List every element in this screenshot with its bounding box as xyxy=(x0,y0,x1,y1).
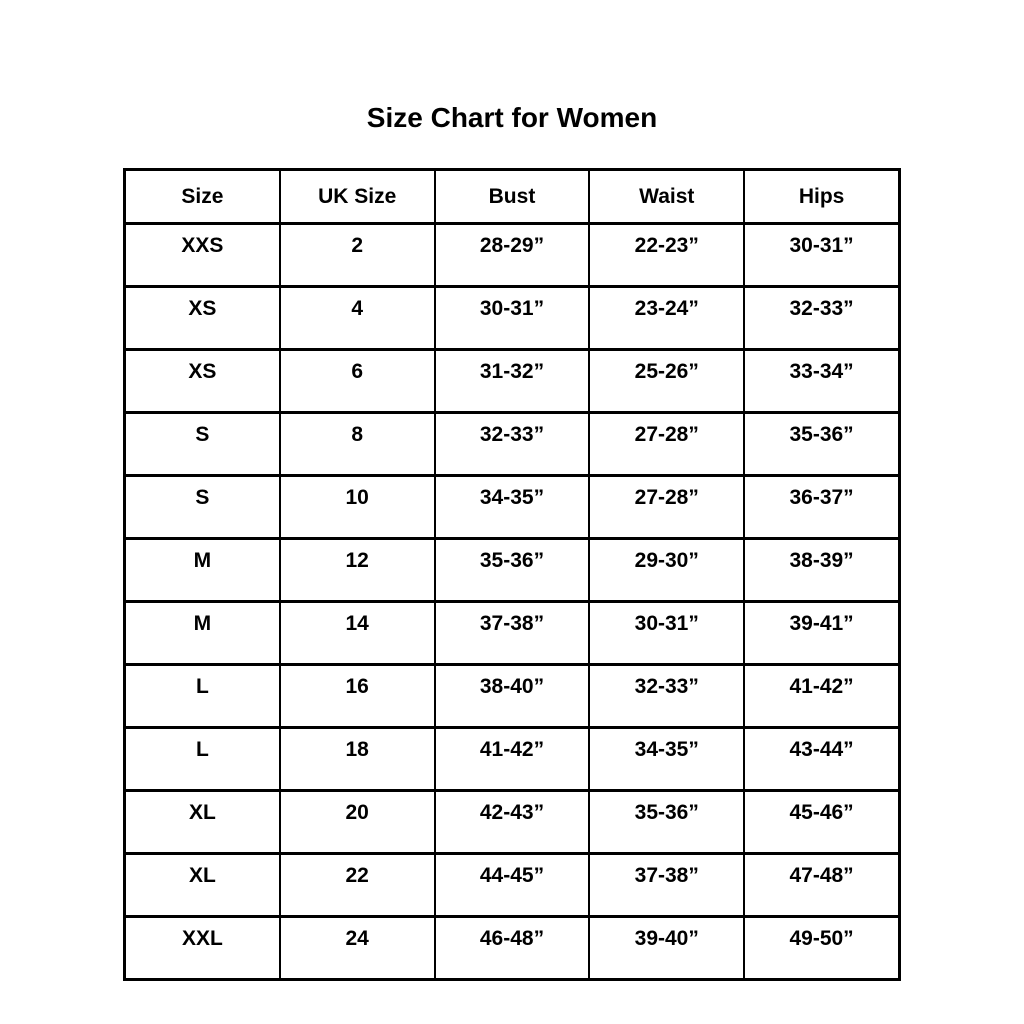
cell-bust: 42-43” xyxy=(435,791,590,854)
cell-size: XS xyxy=(125,350,280,413)
cell-waist: 23-24” xyxy=(589,287,744,350)
cell-hips: 43-44” xyxy=(744,728,899,791)
cell-uk-size: 18 xyxy=(280,728,435,791)
cell-size: L xyxy=(125,665,280,728)
cell-waist: 25-26” xyxy=(589,350,744,413)
cell-hips: 41-42” xyxy=(744,665,899,728)
cell-uk-size: 6 xyxy=(280,350,435,413)
table-header-row xyxy=(125,170,900,224)
cell-waist: 30-31” xyxy=(589,602,744,665)
table-row xyxy=(125,413,900,476)
cell-bust: 34-35” xyxy=(435,476,590,539)
cell-size: XL xyxy=(125,791,280,854)
header-bust: Bust xyxy=(435,170,590,224)
cell-hips: 49-50” xyxy=(744,917,899,980)
cell-size: L xyxy=(125,728,280,791)
header-size: Size xyxy=(125,170,280,224)
cell-bust: 46-48” xyxy=(435,917,590,980)
cell-waist: 32-33” xyxy=(589,665,744,728)
cell-uk-size: 12 xyxy=(280,539,435,602)
table-head xyxy=(125,170,900,224)
cell-size: M xyxy=(125,539,280,602)
cell-uk-size: 20 xyxy=(280,791,435,854)
table-row xyxy=(125,539,900,602)
header-uk-size: UK Size xyxy=(280,170,435,224)
cell-size: M xyxy=(125,602,280,665)
cell-waist: 34-35” xyxy=(589,728,744,791)
cell-uk-size: 22 xyxy=(280,854,435,917)
cell-bust: 38-40” xyxy=(435,665,590,728)
table-row xyxy=(125,728,900,791)
cell-size: XL xyxy=(125,854,280,917)
cell-uk-size: 16 xyxy=(280,665,435,728)
size-chart-table xyxy=(123,168,901,981)
cell-hips: 45-46” xyxy=(744,791,899,854)
cell-uk-size: 24 xyxy=(280,917,435,980)
cell-size: XXS xyxy=(125,224,280,287)
cell-uk-size: 10 xyxy=(280,476,435,539)
cell-hips: 33-34” xyxy=(744,350,899,413)
cell-size: S xyxy=(125,413,280,476)
table-row xyxy=(125,476,900,539)
cell-size: XXL xyxy=(125,917,280,980)
cell-bust: 37-38” xyxy=(435,602,590,665)
cell-hips: 30-31” xyxy=(744,224,899,287)
table-body xyxy=(125,224,900,980)
table-row xyxy=(125,791,900,854)
cell-bust: 41-42” xyxy=(435,728,590,791)
table-row xyxy=(125,350,900,413)
cell-uk-size: 8 xyxy=(280,413,435,476)
cell-waist: 39-40” xyxy=(589,917,744,980)
table-row xyxy=(125,224,900,287)
cell-uk-size: 2 xyxy=(280,224,435,287)
table-row xyxy=(125,665,900,728)
cell-size: S xyxy=(125,476,280,539)
page-title: Size Chart for Women xyxy=(366,102,658,133)
cell-uk-size: 14 xyxy=(280,602,435,665)
header-waist: Waist xyxy=(589,170,744,224)
cell-hips: 35-36” xyxy=(744,413,899,476)
cell-bust: 31-32” xyxy=(435,350,590,413)
cell-hips: 38-39” xyxy=(744,539,899,602)
cell-bust: 35-36” xyxy=(435,539,590,602)
cell-hips: 47-48” xyxy=(744,854,899,917)
cell-waist: 27-28” xyxy=(589,476,744,539)
header-hips: Hips xyxy=(744,170,899,224)
cell-hips: 32-33” xyxy=(744,287,899,350)
cell-waist: 27-28” xyxy=(589,413,744,476)
cell-waist: 29-30” xyxy=(589,539,744,602)
cell-bust: 32-33” xyxy=(435,413,590,476)
cell-bust: 28-29” xyxy=(435,224,590,287)
table-row xyxy=(125,917,900,980)
cell-size: XS xyxy=(125,287,280,350)
cell-waist: 35-36” xyxy=(589,791,744,854)
cell-bust: 44-45” xyxy=(435,854,590,917)
cell-hips: 39-41” xyxy=(744,602,899,665)
cell-uk-size: 4 xyxy=(280,287,435,350)
table-row xyxy=(125,602,900,665)
cell-bust: 30-31” xyxy=(435,287,590,350)
cell-waist: 22-23” xyxy=(589,224,744,287)
cell-waist: 37-38” xyxy=(589,854,744,917)
table-row xyxy=(125,854,900,917)
cell-hips: 36-37” xyxy=(744,476,899,539)
table-row xyxy=(125,287,900,350)
